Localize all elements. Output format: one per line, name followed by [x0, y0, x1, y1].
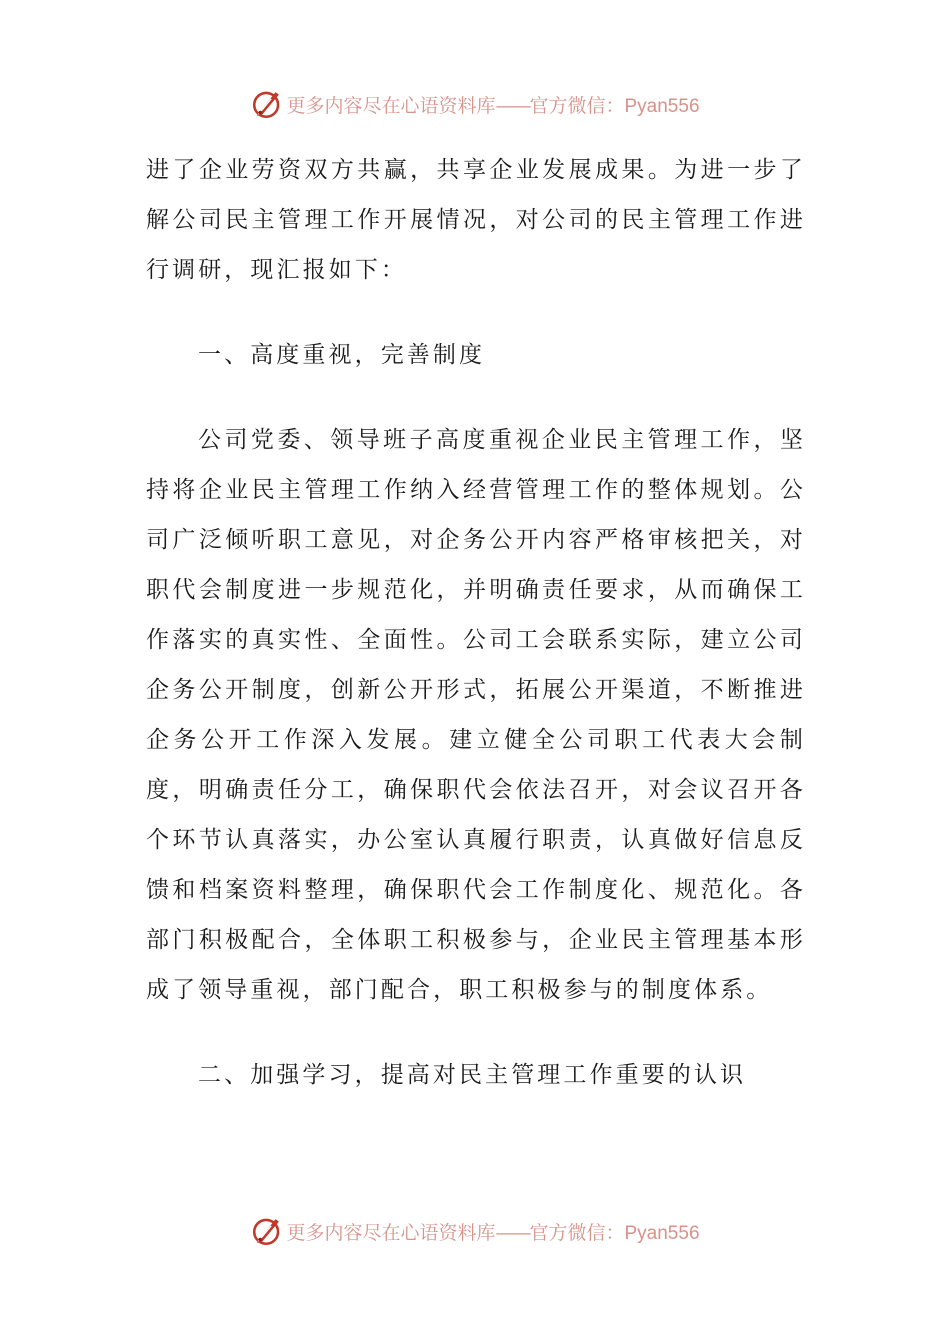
- quill-pen-in-circle-icon: [250, 1214, 284, 1248]
- watermark-site-text: 更多内容尽在心语资料库: [286, 1221, 496, 1244]
- body-paragraph-intro: 进了企业劳资双方共赢，共享企业发展成果。为进一步了解公司民主管理工作开展情况，对公司的民主管理工作进行调研，现汇报如下：: [146, 157, 806, 283]
- watermark-site-text: 更多内容尽在心语资料库: [286, 94, 496, 117]
- watermark-wechat-label: 官方微信：: [529, 94, 625, 117]
- watermark-wechat-id: Pyan556: [624, 1222, 700, 1244]
- section-heading-1: 一、高度重视，完善制度: [198, 342, 486, 368]
- footer-watermark: [0, 1211, 950, 1251]
- body-paragraph-section-1: 公司党委、领导班子高度重视企业民主管理工作，坚持将企业民主管理工作纳入经营管理工作的整体规划。公司广泛倾听职工意见，对企务公开内容严格审核把关，对职代会制度进一步规范化，并明确责任要求，从而确保工作落实的真实性、全面性。公司工会联系实际，建立公司企务公开制度，创新公开形式，拓展公开渠道，不断推进企务公开工作深入发展。建立健全公司职工代表大会制度，明确责任分工，确保职代会依法召开，对会议召开各个环节认真落实，办公室认真履行职责，认真做好信息反馈和档案资料整理，确保职代会工作制度化、规范化。各部门积极配合，全体职工积极参与，企业民主管理基本形成了领导重视，部门配合，职工积极参与的制度体系。: [146, 427, 806, 1003]
- paragraph-gap: [146, 380, 806, 415]
- watermark-text: [286, 1218, 699, 1245]
- watermark-separator: ——: [495, 94, 530, 117]
- section-heading-2: 二、加强学习，提高对民主管理工作重要的认识: [198, 1062, 747, 1088]
- watermark-separator: ——: [495, 1221, 530, 1244]
- header-watermark: [0, 84, 950, 124]
- quill-pen-in-circle-icon: [250, 87, 284, 121]
- watermark-text: [286, 91, 699, 118]
- paragraph-gap: [146, 295, 806, 330]
- paragraph-gap: [146, 1015, 806, 1050]
- watermark-wechat-label: 官方微信：: [529, 1221, 625, 1244]
- watermark-wechat-id: Pyan556: [624, 95, 700, 117]
- document-body: [146, 145, 806, 1100]
